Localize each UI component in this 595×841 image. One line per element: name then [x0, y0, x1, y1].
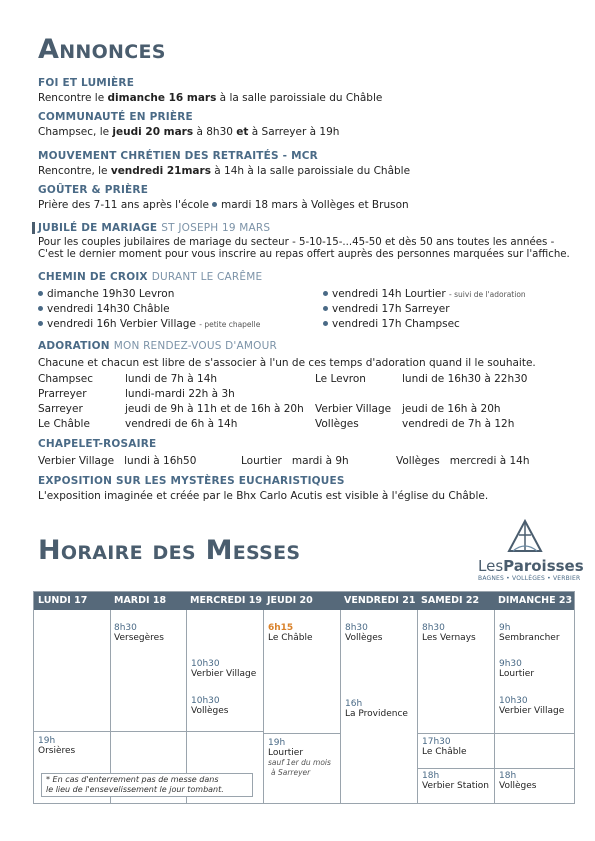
adoration-time: jeudi de 9h à 11h et de 16h à 20h	[125, 403, 304, 415]
section-text: Pour les couples jubilaires de mariage du secteur - 5-10-15-...45-50 et dès 50 ans toutes les années -	[38, 237, 555, 248]
day-header: DIMANCHE 23	[498, 595, 573, 606]
mass-entry: 16h La Providence	[345, 699, 408, 719]
day-header: JEUDI 20	[267, 595, 313, 606]
section-text: L'exposition imaginée et créée par le Bhx Carlo Acutis est visible à l'église du Châble.	[38, 490, 489, 502]
bullet-icon	[38, 321, 43, 326]
section-heading: FOI ET LUMIÈRE	[38, 77, 135, 89]
mass-entry: 6h15 Le Châble	[268, 623, 313, 643]
day-header: VENDREDI 21	[344, 595, 416, 606]
bullet-icon	[38, 306, 43, 311]
bullet-icon	[38, 291, 43, 296]
adoration-place: Verbier Village	[315, 403, 392, 415]
mass-entry: 19h Lourtier sauf 1er du mois à Sarreyer	[268, 738, 331, 777]
mass-entry: 9h30 Lourtier	[499, 659, 535, 679]
adoration-time: vendredi de 6h à 14h	[125, 418, 238, 430]
mass-entry: 10h30 Verbier Village	[191, 659, 257, 679]
day-header: LUNDI 17	[38, 595, 88, 606]
mass-entry: 8h30 Versegères	[114, 623, 164, 643]
section-text: Prière des 7-11 ans après l'école mardi 18 mars à Vollèges et Bruson	[38, 199, 409, 211]
adoration-place: Le Châble	[38, 418, 90, 430]
section-heading: COMMUNAUTÉ EN PRIÈRE	[38, 111, 193, 123]
mass-schedule-table	[33, 591, 575, 804]
chapelet-item: Verbier Village lundi à 16h50	[38, 455, 197, 467]
section-text: C'est le dernier moment pour vous inscrire au repas offert auprès des personnes marquées sur l'affiche.	[38, 249, 570, 260]
list-item: vendredi 17h Sarreyer	[323, 303, 450, 315]
section-foi-et-lumiere	[38, 77, 568, 104]
mass-entry: 8h30 Vollèges	[345, 623, 383, 643]
adoration-place: Prarreyer	[38, 388, 87, 400]
horaire-title: Horaire des Messes	[38, 535, 301, 566]
list-item: vendredi 14h Lourtier - suivi de l'adoration	[323, 288, 526, 300]
adoration-intro: Chacune et chacun est libre de s'associer à l'un de ces temps d'adoration quand il le souhaite.	[38, 357, 536, 369]
adoration-time: lundi de 16h30 à 22h30	[402, 373, 528, 385]
adoration-place: Vollèges	[315, 418, 359, 430]
list-item: dimanche 19h30 Levron	[38, 288, 174, 300]
list-item: vendredi 17h Champsec	[323, 318, 460, 330]
mass-entry: 8h30 Les Vernays	[422, 623, 476, 643]
mass-entry: 18h Verbier Station	[422, 771, 490, 791]
section-communaute	[38, 111, 568, 138]
adoration-time: lundi de 7h à 14h	[125, 373, 218, 385]
day-header: MARDI 18	[114, 595, 167, 606]
bullet-icon	[212, 202, 217, 207]
section-chemin-de-croix	[38, 271, 568, 283]
section-heading: JUBILÉ DE MARIAGE ST JOSEPH 19 MARS	[32, 222, 568, 234]
list-item: vendredi 16h Verbier Village - petite chapelle	[38, 318, 260, 330]
section-jubile	[38, 222, 568, 260]
day-header: MERCREDI 19	[190, 595, 262, 606]
mass-entry: 10h30 Verbier Village	[499, 696, 565, 716]
mass-entry: 19h Orsières	[38, 736, 76, 756]
section-heading: CHEMIN DE CROIX DURANT LE CARÊME	[38, 271, 263, 283]
section-heading: ADORATION MON RENDEZ-VOUS D'AMOUR	[38, 340, 277, 352]
section-text: Rencontre le dimanche 16 mars à la salle paroissiale du Châble	[38, 92, 383, 104]
paroisses-logo-icon	[505, 519, 545, 555]
bullet-icon	[323, 321, 328, 326]
section-heading: EXPOSITION SUR LES MYSTÈRES EUCHARISTIQUES	[38, 475, 345, 487]
list-item: vendredi 14h30 Châble	[38, 303, 170, 315]
adoration-place: Le Levron	[315, 373, 366, 385]
mass-entry: 10h30 Vollèges	[191, 696, 229, 716]
section-heading: MOUVEMENT CHRÉTIEN DES RETRAITÉS - MCR	[38, 150, 318, 162]
chapelet-item: Lourtier mardi à 9h	[241, 455, 349, 467]
section-chapelet	[38, 438, 568, 450]
mass-entry: 18h Vollèges	[499, 771, 537, 791]
chapelet-item: Vollèges mercredi à 14h	[396, 455, 530, 467]
section-heading: CHAPELET-ROSAIRE	[38, 438, 157, 450]
adoration-time: jeudi de 16h à 20h	[402, 403, 501, 415]
day-header: SAMEDI 22	[421, 595, 480, 606]
section-text: Champsec, le jeudi 20 mars à 8h30 et à Sarreyer à 19h	[38, 126, 340, 138]
burial-note: * En cas d'enterrement pas de messe dans le lieu de l'ensevelissement le jour tombant.	[41, 773, 253, 797]
bullet-icon	[323, 306, 328, 311]
adoration-time: vendredi de 7h à 12h	[402, 418, 515, 430]
section-mcr	[38, 150, 568, 177]
adoration-time: lundi-mardi 22h à 3h	[125, 388, 235, 400]
section-gouter	[38, 184, 568, 211]
paroisses-logo: LesParoisses BAGNES • VOLLÈGES • VERBIER	[478, 557, 584, 582]
adoration-place: Champsec	[38, 373, 94, 385]
mass-entry: 17h30 Le Châble	[422, 737, 467, 757]
bullet-icon	[323, 291, 328, 296]
mass-entry: 9h Sembrancher	[499, 623, 560, 643]
section-heading: GOÛTER & PRIÈRE	[38, 184, 149, 196]
section-adoration	[38, 340, 568, 352]
section-exposition	[38, 475, 568, 502]
annonces-title: Annonces	[38, 34, 166, 65]
schedule-header	[34, 592, 574, 610]
adoration-place: Sarreyer	[38, 403, 83, 415]
section-text: Rencontre, le vendredi 21mars à 14h à la salle paroissiale du Châble	[38, 165, 411, 177]
